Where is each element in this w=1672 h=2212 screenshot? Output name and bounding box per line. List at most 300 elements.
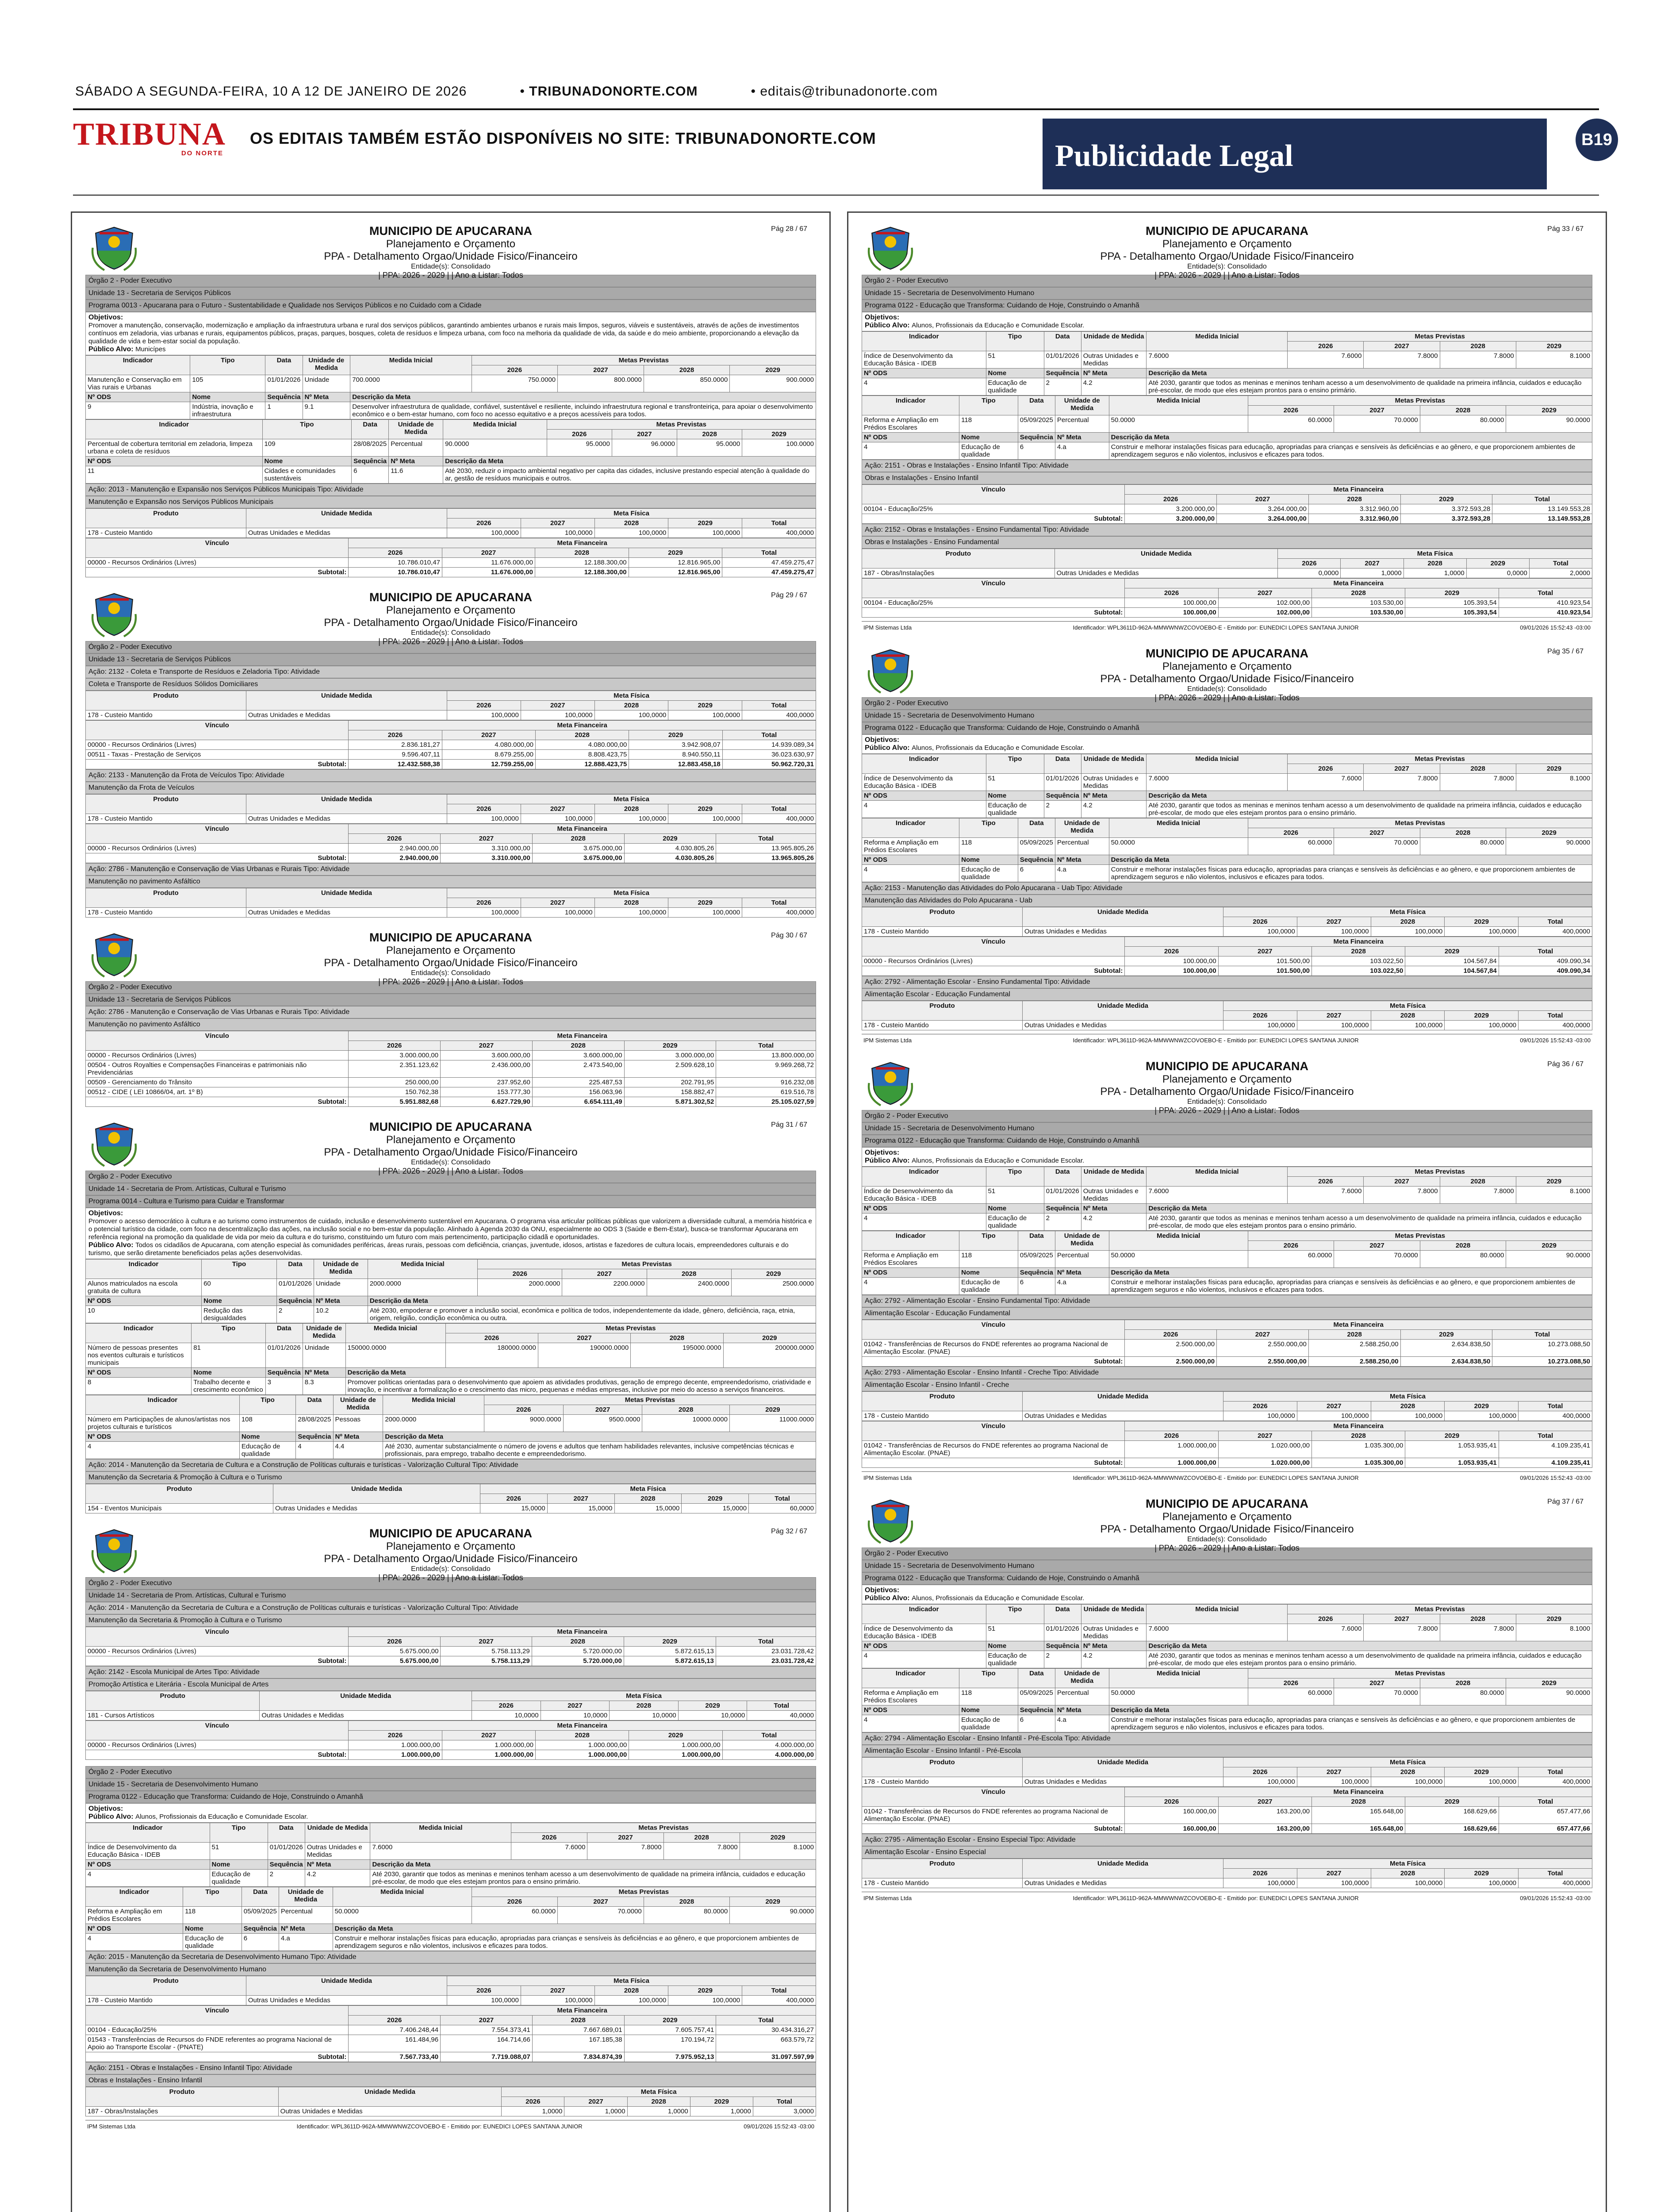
table-cell: 100,0000 xyxy=(447,908,521,918)
system-footer xyxy=(862,1034,1592,1046)
target-label: Público Alvo: xyxy=(865,744,912,752)
table-cell: Unidade Medida xyxy=(278,2087,502,2107)
table-cell: 100,0000 xyxy=(521,908,594,918)
table-cell: 2029 xyxy=(668,804,742,814)
table-cell: 1.000.000,00 xyxy=(629,1740,722,1750)
table-cell: 1.000.000,00 xyxy=(442,1740,535,1750)
table-cell: 4.2 xyxy=(1081,1214,1147,1231)
table-cell: 6 xyxy=(1018,1715,1055,1732)
table-cell: Data xyxy=(276,1260,314,1279)
table-cell: Produto xyxy=(862,907,1023,927)
table-cell: 30.434.316,27 xyxy=(716,2025,816,2035)
table-cell: 90.0000 xyxy=(1506,415,1592,433)
table-cell: 2027 xyxy=(1334,406,1420,415)
table-cell: 80.0000 xyxy=(1420,415,1506,433)
table-row xyxy=(86,356,816,365)
table-cell: Unidade Medida xyxy=(246,888,447,908)
table-cell: Vínculo xyxy=(862,1787,1125,1807)
table-cell: 4 xyxy=(862,1651,986,1668)
table-cell: Total xyxy=(742,898,816,908)
report-subtitle: Planejamento e Orçamento xyxy=(386,238,516,250)
objectives-text: Promover a manutenção, conservação, modernização e ampliação da infraestrutura urbana e rural dos serviços públicos, garantindo ambientes urbanos e rurais mais limpos, seguros, viáveis e sustentáveis, através de ações de investimentos contínuos em zeladoria, vias urbanas e rurais, equipamentos públicos, praças, parques, bosques, coleta de resíduos e limpeza urbana, com foco na melhoria da qualidade de vida, da saúde e do meio ambiente, proporcionando a elevação da qualidade de vida e bem-estar social da população. xyxy=(88,322,799,345)
table-row xyxy=(86,1647,816,1656)
orgao-band: Órgão 2 - Poder Executivo xyxy=(85,275,816,287)
funding-source: 00000 - Recursos Ordinários (Livres) xyxy=(86,1051,349,1060)
table-cell: 2029 xyxy=(1405,1797,1499,1807)
table-row xyxy=(86,1870,816,1887)
indicator-table xyxy=(862,1604,1592,1668)
table-cell: 2.588.250,00 xyxy=(1308,1357,1400,1367)
table-cell: 7.6000 xyxy=(1147,1187,1288,1204)
report-page-33 xyxy=(862,222,1592,634)
municipal-crest-icon xyxy=(866,1059,915,1107)
table-cell: 7.8000 xyxy=(587,1843,663,1860)
table-row xyxy=(862,1357,1592,1367)
table-cell: Unidade de Medida xyxy=(279,1887,333,1907)
table-cell: 190000.0000 xyxy=(538,1343,630,1368)
table-row xyxy=(86,814,816,824)
table-cell: Outras Unidades e Medidas xyxy=(305,1843,370,1860)
report-subtitle: Planejamento e Orçamento xyxy=(386,1134,516,1146)
action-band: Ação: 2014 - Manutenção da Secretaria de Cultura e a Construção de Políticas culturais e turísticas - Valorização Cultural Tipo: Atividade xyxy=(85,1459,816,1471)
report-subtitle: Planejamento e Orçamento xyxy=(386,945,516,956)
table-cell: Total xyxy=(1519,1011,1592,1021)
table-cell: Total xyxy=(742,1986,816,1996)
report-header xyxy=(85,1524,816,1582)
table-row xyxy=(86,1934,816,1951)
table-cell: 2027 xyxy=(441,2016,533,2025)
table-cell: Descrição da Meta xyxy=(1109,1268,1592,1278)
table-cell: Indicador xyxy=(862,1605,986,1624)
table-cell: 2029 xyxy=(1506,1678,1592,1688)
municipal-crest-icon xyxy=(90,590,138,638)
table-row xyxy=(862,1807,1592,1824)
table-row xyxy=(86,1504,816,1513)
table-cell: 9000.0000 xyxy=(484,1415,563,1432)
table-cell: 60.0000 xyxy=(1248,1251,1334,1268)
funding-source: 01042 - Transferências de Recursos do FNDE referentes ao programa Nacional de Alimentação Escolar. (PNAE) xyxy=(862,1441,1125,1458)
subtotal-label: Subtotal: xyxy=(86,1656,349,1666)
table-cell: Nº Meta xyxy=(1081,1204,1147,1214)
table-cell: 100,0000 xyxy=(521,1996,594,2005)
action-subtitle: Obras e Instalações - Ensino Fundamental xyxy=(862,536,1592,549)
table-cell: 2028 xyxy=(532,834,624,844)
metas-header: Metas Previstas xyxy=(1248,1231,1592,1241)
table-cell: Descrição da Meta xyxy=(333,1924,816,1934)
funding-source: 00000 - Recursos Ordinários (Livres) xyxy=(86,1647,349,1656)
table-cell: Meta Financeira xyxy=(349,824,816,834)
table-cell: 2027 xyxy=(521,1986,594,1996)
report-header xyxy=(862,222,1592,280)
table-cell: Nome xyxy=(986,1641,1044,1651)
table-cell: 2026 xyxy=(349,1041,441,1051)
target-text: Municípes xyxy=(135,346,166,353)
table-cell: 100,0000 xyxy=(668,908,742,918)
table-cell: 100,0000 xyxy=(521,814,594,824)
table-cell: Meta Financeira xyxy=(1125,485,1592,495)
table-cell: Sequência xyxy=(242,1924,279,1934)
table-cell: Produto xyxy=(86,1976,246,1996)
action-subtitle: Alimentação Escolar - Educação Fundamental xyxy=(862,1307,1592,1320)
table-cell: 9 xyxy=(86,402,190,419)
table-cell: Sequência xyxy=(296,1432,333,1442)
programa-band: Programa 0014 - Cultura e Turismo para Cuidar e Transformar xyxy=(85,1195,816,1208)
table-row xyxy=(862,1340,1592,1357)
table-cell: 12.816.965,00 xyxy=(629,558,722,568)
table-cell: 2029 xyxy=(624,2016,716,2025)
action-subtitle: Manutenção das Atividades do Polo Apucarana - Uab xyxy=(862,895,1592,907)
table-cell: 2.351.123,62 xyxy=(349,1060,441,1078)
table-cell: 100,0000 xyxy=(1297,1878,1371,1888)
table-row xyxy=(86,1432,816,1442)
table-cell: 2029 xyxy=(730,365,816,375)
footer-ident: Identificador: WPL3611D-962A-MMWWNWZCOVOEBO-E - Emitido por: EUNEDICI LOPES SANTANA JUNIOR xyxy=(1073,624,1359,631)
table-cell: 100,0000 xyxy=(668,528,742,538)
table-cell: 2029 xyxy=(1445,917,1519,927)
finance-table xyxy=(85,824,816,863)
table-cell: 80.0000 xyxy=(644,1907,730,1924)
product-table xyxy=(862,1001,1592,1030)
table-cell: Meta Financeira xyxy=(349,538,816,548)
objectives xyxy=(862,312,1592,331)
subtotal-label: Subtotal: xyxy=(86,2052,349,2062)
table-cell: 51 xyxy=(986,774,1044,791)
table-cell: 410.923,54 xyxy=(1499,608,1592,618)
table-cell: 400,0000 xyxy=(742,814,816,824)
table-cell: 5.675.000,00 xyxy=(349,1656,441,1666)
table-cell: 250.000,00 xyxy=(349,1078,441,1087)
table-cell: Nº Meta xyxy=(303,1368,345,1378)
table-cell: 1,0000 xyxy=(564,2107,627,2116)
orgao-band: Órgão 2 - Poder Executivo xyxy=(85,1171,816,1183)
unidade-band: Unidade 15 - Secretaria de Desenvolvimento Humano xyxy=(862,287,1592,300)
table-cell: Indicador xyxy=(862,1669,959,1688)
table-cell: Educação de qualidade xyxy=(959,1715,1018,1732)
subtotal-label: Subtotal: xyxy=(862,1458,1125,1468)
table-cell: Unidade Medida xyxy=(1022,1859,1223,1878)
table-cell: Meta Física xyxy=(1223,907,1592,917)
table-cell: Indicador xyxy=(862,1167,986,1187)
table-cell: Sequência xyxy=(1018,1268,1055,1278)
table-row xyxy=(86,420,816,430)
table-cell: 1.000.000,00 xyxy=(629,1750,722,1760)
table-cell: 90.0000 xyxy=(1506,838,1592,855)
table-cell: 2028 xyxy=(594,804,668,814)
table-cell: Meta Física xyxy=(447,691,816,701)
table-cell: 3.372.593,28 xyxy=(1400,514,1492,524)
table-cell: 2026 xyxy=(1125,947,1218,956)
table-row xyxy=(86,2006,816,2016)
table-row xyxy=(86,1750,816,1760)
table-cell: 6.627.729,90 xyxy=(441,1097,533,1107)
table-cell: Tipo xyxy=(192,1324,265,1343)
ppa-line: | PPA: 2026 - 2029 | | Ano a Listar: Todos xyxy=(1154,271,1300,280)
table-cell: 23.031.728,42 xyxy=(716,1647,816,1656)
action-band: Ação: 2153 - Manutenção das Atividades do Polo Apucarana - Uab Tipo: Atividade xyxy=(862,882,1592,895)
table-cell: 7.8000 xyxy=(1364,351,1440,369)
table-cell: Percentual xyxy=(1055,1251,1109,1268)
table-cell: 4 xyxy=(296,1442,333,1459)
section-title: Publicidade Legal xyxy=(1043,119,1547,189)
programa-band: Programa 0013 - Apucarana para o Futuro - Sustentabilidade e Qualidade nos Serviços Públicos e no Cuidado com a Cidade xyxy=(85,300,816,312)
table-cell: 153.777,30 xyxy=(441,1087,533,1097)
programa-band: Programa 0122 - Educação que Transforma: Cuidando de Hoje, Construindo o Amanhã xyxy=(862,1135,1592,1147)
table-cell: Sequência xyxy=(265,392,303,402)
table-cell: Até 2030, garantir que todos as meninas e meninos tenham acesso a um desenvolvimento de qualidade na primeira infância, cuidados e educação pré-escolar, de modo que eles estejam prontos para o ensino primário. xyxy=(1147,801,1592,818)
table-cell: Sequência xyxy=(1044,369,1081,378)
table-cell: 1.000.000,00 xyxy=(349,1750,442,1760)
table-cell: Meta Financeira xyxy=(349,721,816,730)
table-row xyxy=(86,1823,816,1833)
table-cell: 8.808.423,75 xyxy=(536,750,629,760)
action-band: Ação: 2014 - Manutenção da Secretaria de Cultura e a Construção de Políticas culturais e turísticas - Valorização Cultural Tipo: Atividade xyxy=(85,1602,816,1614)
table-cell: 3.942.908,07 xyxy=(629,740,722,750)
table-cell: 12.883.458,18 xyxy=(629,760,722,769)
table-row xyxy=(862,1824,1592,1834)
report-header xyxy=(85,222,816,280)
report-title: PPA - Detalhamento Orgao/Unidade Fisico/Financeiro xyxy=(324,1146,578,1158)
table-cell: Nº ODS xyxy=(86,1924,183,1934)
table-cell: 2028 xyxy=(594,701,668,710)
table-cell: 100,0000 xyxy=(1223,1411,1297,1421)
table-cell: 12.759.255,00 xyxy=(442,760,535,769)
table-cell: 10,0000 xyxy=(472,1711,541,1720)
table-cell: 51 xyxy=(210,1843,268,1860)
table-cell: 11 xyxy=(86,466,263,484)
action-subtitle: Alimentação Escolar - Ensino Especial xyxy=(862,1846,1592,1859)
report-page-36 xyxy=(862,1057,1592,1484)
table-cell: Outras Unidades e Medidas xyxy=(1081,1187,1147,1204)
table-cell: 410.923,54 xyxy=(1499,598,1592,608)
report-page: Pág 36 / 67 xyxy=(1547,1060,1584,1068)
table-cell: 2029 xyxy=(723,1333,816,1343)
table-cell: 3.675.000,00 xyxy=(532,853,624,863)
municipality-name: MUNICIPIO DE APUCARANA xyxy=(1145,647,1308,660)
table-cell: Produto xyxy=(862,1758,1023,1777)
table-cell: 7.567.733,40 xyxy=(349,2052,441,2062)
table-cell: 50.0000 xyxy=(1109,1688,1248,1705)
table-cell: Medida Inicial xyxy=(1147,1605,1288,1624)
table-row xyxy=(862,1688,1592,1705)
table-cell: 4.030.805,26 xyxy=(624,844,716,853)
table-cell: Total xyxy=(722,548,816,558)
table-cell: 5.720.000,00 xyxy=(532,1647,624,1656)
table-cell: Meta Física xyxy=(1223,1758,1592,1767)
table-cell: 1 xyxy=(265,402,303,419)
report-page-35 xyxy=(862,644,1592,1046)
table-cell: 1,0000 xyxy=(627,2107,690,2116)
table-cell: Sequência xyxy=(1018,855,1055,865)
table-cell: Até 2030, garantir que todos as meninas e meninos tenham acesso a um desenvolvimento de qualidade na primeira infância, cuidados e educação pré-escolar, de modo que eles estejam prontos para o ensino primário. xyxy=(1147,1214,1592,1231)
table-cell: 100,0000 xyxy=(1445,1411,1519,1421)
table-row xyxy=(86,1843,816,1860)
indicator-table xyxy=(85,419,816,484)
email-link[interactable]: • editais@tribunadonorte.com xyxy=(751,84,938,99)
table-cell: 4.4 xyxy=(333,1442,383,1459)
target-label: Público Alvo: xyxy=(88,1241,136,1249)
table-cell: Vínculo xyxy=(86,538,349,558)
table-cell: 195000.0000 xyxy=(631,1343,723,1368)
table-cell: Unidade Medida xyxy=(246,691,447,710)
table-cell: 01/01/2026 xyxy=(268,1843,305,1860)
table-cell: 3.264.000,00 xyxy=(1217,514,1309,524)
table-cell: 916.232,08 xyxy=(716,1078,816,1087)
table-cell: Meta Financeira xyxy=(1125,1787,1592,1797)
table-cell: 2028 xyxy=(1312,1431,1405,1441)
table-cell: 8.1000 xyxy=(740,1843,816,1860)
finance-table xyxy=(862,1320,1592,1367)
action-band: Ação: 2151 - Obras e Instalações - Ensino Infantil Tipo: Atividade xyxy=(862,460,1592,472)
table-cell: Unidade de Medida xyxy=(303,1324,345,1343)
table-row xyxy=(86,2087,816,2097)
table-cell: 3.310.000,00 xyxy=(441,853,533,863)
action-band: Ação: 2015 - Manutenção da Secretaria de Desenvolvimento Humano Tipo: Atividade xyxy=(85,1951,816,1963)
table-cell: 70.0000 xyxy=(1334,1251,1420,1268)
table-cell: 2027 xyxy=(562,1269,647,1279)
action-band: Ação: 2013 - Manutenção e Expansão nos Serviços Públicos Municipais Tipo: Atividade xyxy=(85,484,816,496)
table-cell: Data xyxy=(1044,1605,1081,1624)
table-cell: Sequência xyxy=(268,1860,305,1870)
table-cell: Indicador xyxy=(86,1887,183,1907)
table-cell: Trabalho decente e crescimento econômico xyxy=(192,1378,265,1395)
table-cell: 2027 xyxy=(1218,947,1312,956)
table-cell: Nº Meta xyxy=(1081,1641,1147,1651)
table-cell: 2026 xyxy=(349,548,442,558)
table-row xyxy=(862,1251,1592,1268)
table-cell: 100,0000 xyxy=(1223,1878,1297,1888)
table-row xyxy=(86,888,816,898)
table-cell: Nº Meta xyxy=(305,1860,370,1870)
table-cell: 409.090,34 xyxy=(1499,966,1592,976)
table-cell: 2029 xyxy=(1400,1330,1492,1340)
objectives xyxy=(85,312,816,355)
funding-source: 01042 - Transferências de Recursos do FNDE referentes ao programa Nacional de Alimentação Escolar. (PNAE) xyxy=(862,1340,1125,1357)
table-row xyxy=(862,1777,1592,1787)
table-cell: Tipo xyxy=(210,1823,268,1843)
table-row xyxy=(86,568,816,577)
table-cell: 2028 xyxy=(1440,1614,1516,1624)
table-cell: 163.200,00 xyxy=(1218,1807,1312,1824)
table-row xyxy=(86,1711,816,1720)
table-cell: Medida Inicial xyxy=(350,356,472,375)
table-cell: Educação de qualidade xyxy=(959,865,1018,882)
table-cell: 101.500,00 xyxy=(1218,966,1312,976)
table-cell: 2027 xyxy=(1217,495,1309,504)
table-cell: 1.053.935,41 xyxy=(1405,1458,1499,1468)
table-row xyxy=(86,908,816,918)
table-cell: 01/01/2026 xyxy=(1044,1624,1081,1641)
table-cell: 47.459.275,47 xyxy=(722,558,816,568)
table-row xyxy=(862,1458,1592,1468)
table-cell: Outras Unidades e Medidas xyxy=(273,1504,480,1513)
table-cell: 118 xyxy=(959,838,1018,855)
target-text: Alunos, Profissionais da Educação e Comunidade Escolar. xyxy=(912,744,1085,752)
table-cell: 2029 xyxy=(678,1701,747,1711)
report-title: PPA - Detalhamento Orgao/Unidade Fisico/Financeiro xyxy=(324,1553,578,1565)
table-cell: 90.0000 xyxy=(1506,1688,1592,1705)
indicator-table xyxy=(862,754,1592,818)
top-rule xyxy=(73,108,1599,110)
table-row xyxy=(86,760,816,769)
report-page: Pág 28 / 67 xyxy=(771,225,807,233)
table-cell: 15,0000 xyxy=(480,1504,547,1513)
site-link[interactable]: • TRIBUNADONORTE.COM xyxy=(520,84,698,99)
table-cell: 47.459.275,47 xyxy=(722,568,816,577)
metas-header: Metas Previstas xyxy=(1288,332,1592,342)
table-cell: 2028 xyxy=(1440,764,1516,774)
table-cell: Medida Inicial xyxy=(1109,818,1248,838)
table-row xyxy=(86,1260,816,1269)
table-cell: Total xyxy=(1499,947,1592,956)
metas-header: Metas Previstas xyxy=(484,1395,816,1405)
table-row xyxy=(86,1996,816,2005)
indicator-table xyxy=(85,1259,816,1323)
table-cell: 8.1000 xyxy=(1516,1624,1592,1641)
table-cell: Percentual xyxy=(1055,1688,1109,1705)
table-cell: 7.834.874,39 xyxy=(532,2052,624,2062)
action-subtitle: Manutenção da Frota de Veículos xyxy=(85,782,816,794)
table-cell: 7.667.689,01 xyxy=(532,2025,624,2035)
table-cell: 4.080.000,00 xyxy=(536,740,629,750)
table-cell: 1.020.000,00 xyxy=(1218,1458,1312,1468)
table-cell: 2029 xyxy=(629,730,722,740)
table-cell: 2027 xyxy=(521,518,594,528)
report-title: PPA - Detalhamento Orgao/Unidade Fisico/Financeiro xyxy=(324,617,578,629)
table-cell: 10.273.088,50 xyxy=(1492,1340,1592,1357)
product-table xyxy=(862,1859,1592,1888)
table-cell: Total xyxy=(722,730,816,740)
metas-header: Metas Previstas xyxy=(1288,1605,1592,1614)
table-cell: Nº ODS xyxy=(86,457,263,466)
finance-table xyxy=(862,484,1592,524)
table-cell: Produto xyxy=(862,1001,1023,1021)
table-cell: 11000.0000 xyxy=(729,1415,816,1432)
table-cell: 2.550.000,00 xyxy=(1217,1340,1309,1357)
table-cell: 100,0000 xyxy=(1445,1021,1519,1030)
table-cell: Total xyxy=(742,701,816,710)
table-cell: Redução das desigualdades xyxy=(202,1306,277,1323)
action-subtitle: Manutenção da Secretaria de Desenvolvimento Humano xyxy=(85,1963,816,1976)
table-cell: 01/01/2026 xyxy=(1044,774,1081,791)
table-cell: Vínculo xyxy=(86,824,349,844)
table-cell: 4.000.000,00 xyxy=(722,1740,816,1750)
table-cell: 161.484,96 xyxy=(349,2035,441,2052)
table-cell: Descrição da Meta xyxy=(1147,1641,1592,1651)
footer-sys: IPM Sistemas Ltda xyxy=(863,1037,912,1044)
table-cell: Outras Unidades e Medidas xyxy=(246,814,447,824)
table-row xyxy=(86,466,816,484)
table-cell: 2029 xyxy=(1506,828,1592,838)
table-cell: Medida Inicial xyxy=(333,1887,472,1907)
table-row xyxy=(862,801,1592,818)
table-cell: 8.3 xyxy=(303,1378,345,1395)
table-cell: Data xyxy=(265,1324,303,1343)
table-cell: 2028 xyxy=(1371,1869,1445,1878)
table-cell: 202.791,95 xyxy=(624,1078,716,1087)
indicator-table xyxy=(85,1323,816,1395)
programa-band: Programa 0122 - Educação que Transforma: Cuidando de Hoje, Construindo o Amanhã xyxy=(85,1791,816,1803)
table-cell: 2026 xyxy=(1278,559,1341,568)
table-cell: 6 xyxy=(352,466,389,484)
table-cell: 4.a xyxy=(1055,1278,1109,1295)
table-cell: 102.000,00 xyxy=(1218,608,1312,618)
subtotal-label: Subtotal: xyxy=(862,1824,1125,1834)
table-cell: Outras Unidades e Medidas xyxy=(1022,927,1223,937)
table-cell: Total xyxy=(716,1041,816,1051)
table-cell: 2028 xyxy=(1440,1177,1516,1187)
table-cell: 7.554.373,41 xyxy=(441,2025,533,2035)
table-cell: Outras Unidades e Medidas xyxy=(246,710,447,720)
